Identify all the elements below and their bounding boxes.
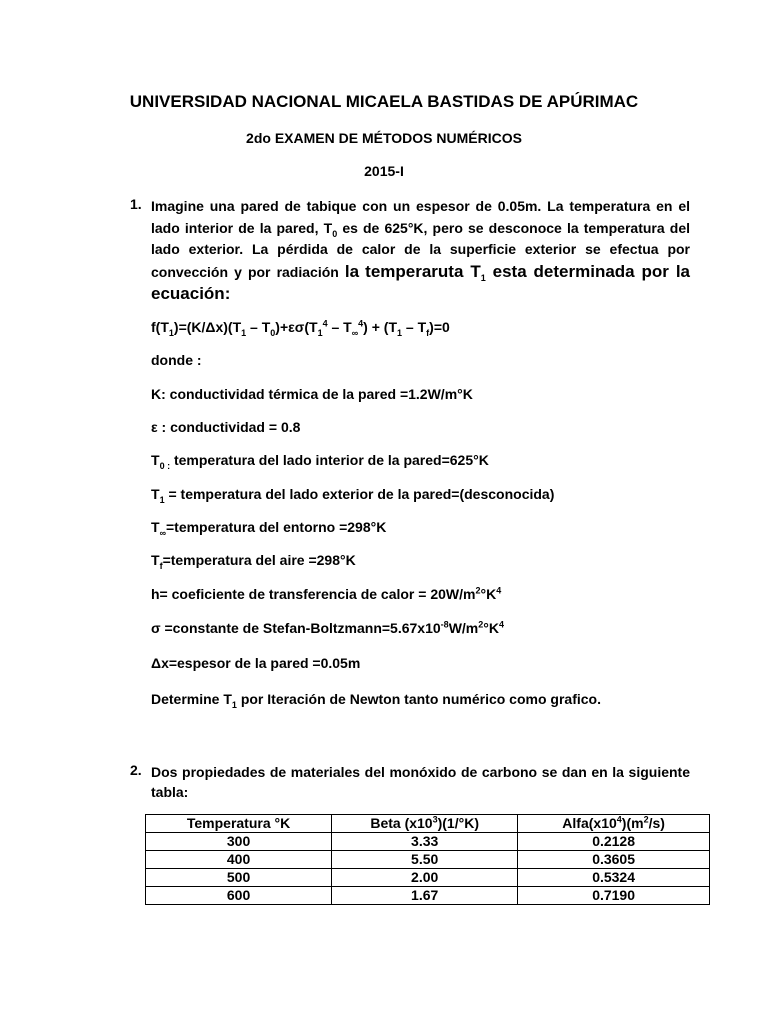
table-cell: 300 <box>146 833 332 851</box>
table-cell: 0.2128 <box>518 833 710 851</box>
table-cell: 0.5324 <box>518 869 710 887</box>
sigma-definition: σ =constante de Stefan-$Boltzmann=5.67x10^{-8}W/m^2^\circ K^4$ <box>151 619 504 636</box>
h-definition: h= coeficiente de transferencia de calor = $20W/m^2^\circ K^4$ <box>151 585 502 602</box>
tinf-definition: $T_\infty=temperatura$ del entorno =298°K <box>151 519 387 538</box>
dx-definition: Δx=espesor de la pared =0.05m <box>151 655 361 671</box>
table-row <box>146 833 710 851</box>
university-title: UNIVERSIDAD NACIONAL MICAELA BASTIDAS DE APÚRIMAC <box>129 92 639 111</box>
question-number: 1. <box>130 196 142 212</box>
question-2 <box>130 762 690 802</box>
question-2-text: Dos propiedades de materiales del monóxido de carbono se dan en la siguiente tabla: <box>151 764 690 800</box>
t0-definition: $T_{0 :}$ temperatura del lado interior de la pared=625°K <box>151 452 489 471</box>
question-1 <box>130 196 690 306</box>
header-beta: Beta $(x10^3)(1/^\circ K)$ <box>332 815 518 833</box>
donde-label: donde : <box>151 352 202 368</box>
header-temperature: Temperatura °K <box>146 815 332 833</box>
question-number: 2. <box>130 762 142 778</box>
table-cell: 0.3605 <box>518 851 710 869</box>
table-cell: 0.7190 <box>518 887 710 905</box>
table-row <box>146 869 710 887</box>
k-definition: K: conductividad térmica de la pared =1.2W/m°K <box>151 386 473 402</box>
epsilon-definition: ε : conductividad = 0.8 <box>151 419 301 435</box>
properties-table <box>145 814 710 905</box>
table-row <box>146 851 710 869</box>
equation: $f(T_1)=(K/\Delta x)(T_1 - T_0)+\varepsilon\sigma(T_1^4 - T_\infty^4) + (T_1 - T_f)=0$ <box>151 318 450 338</box>
table-row <box>146 887 710 905</box>
question-1-text: Imagine una pared de tabique con un espesor de 0.05m. La temperatura en el lado interior de la pared, $T_0$ es de 625°K, pero se desconoce la temperatura del lado exterior. La pérdida de calor de la superficie exterior se efectua por convección y por radiación la temperaruta $T_1$ esta determinada por la ecuación: <box>151 198 690 303</box>
t1-definition: $T_1$ = temperatura del lado exterior de la pared=(desconocida) <box>151 486 555 505</box>
table-cell: 3.33 <box>332 833 518 851</box>
term-label: 2015-I <box>364 163 404 179</box>
table-cell: 1.67 <box>332 887 518 905</box>
table-cell: 2.00 <box>332 869 518 887</box>
table-header-row <box>146 815 710 833</box>
exam-title: 2do EXAMEN DE MÉTODOS NUMÉRICOS <box>246 130 522 146</box>
table-cell: 500 <box>146 869 332 887</box>
header-alfa: $Alfa(x10^4)(m^2/s)$ <box>518 815 710 833</box>
table-cell: 400 <box>146 851 332 869</box>
table-cell: 600 <box>146 887 332 905</box>
table-cell: 5.50 <box>332 851 518 869</box>
tf-definition: $T_f=temperatura$ del aire =298°K <box>151 552 356 571</box>
determine-instruction: Determine $T_1$ por Iteración de Newton tanto numérico como grafico. <box>151 691 601 710</box>
